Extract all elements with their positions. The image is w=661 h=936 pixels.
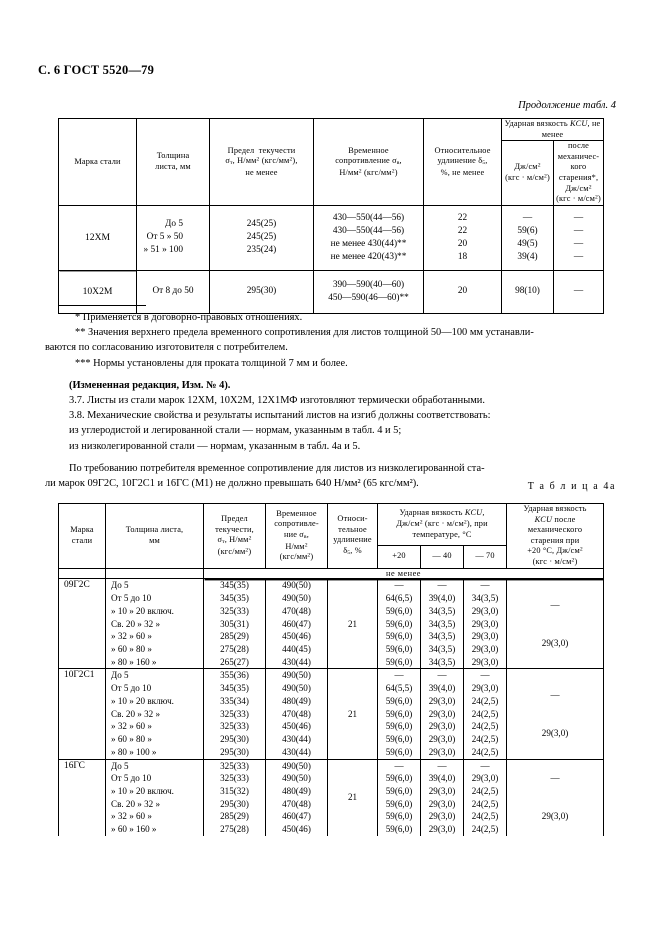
th4a-tensile: Временное сопротивле- ние $\sigma_в$, $Н/мм^2$ $(кгс/мм^2)$ [266,504,328,569]
table4a [58,503,604,836]
value: 24(2,5) [471,798,499,809]
cell-yield-12hm [210,205,314,270]
stack-tensile [266,760,327,836]
value: 39(4,0) [428,593,456,604]
stack-kcu-aged [507,772,603,823]
cell-kcu-aged-12hm [554,205,604,270]
value: 59(6,0) [385,811,413,822]
stack-yield [210,285,313,298]
cell-kcu-plain-12hm [502,205,554,270]
value: не менее 430(44)** [330,238,407,249]
value: 490(50) [282,580,311,591]
value: — [573,252,584,263]
value: » 32 » 60 » [111,631,152,642]
th4a-temp-minus40: — 40 [421,545,464,568]
th-grade-label: Марка стали [74,156,121,166]
value: — [550,599,560,610]
value: Св. 20 » 32 » [111,708,161,719]
value: 22 [457,212,468,223]
cell4a-kcu20-09g2s [378,579,421,669]
value: 59(6,0) [385,824,413,835]
spacer [45,371,620,378]
value: 275(28) [220,824,249,835]
clause-3-8-item-b: из низколегированной стали — нормам, указанным в табл. 4а и 5. [69,440,361,452]
value: 450(46) [282,721,311,732]
value: 24(2,5) [471,721,499,732]
value: 235(24) [246,245,277,256]
table4a-container [58,503,604,836]
cell4a-grade-09g2s: 09Г2С [59,579,106,669]
value: 29(3,0) [541,811,569,822]
table-row [59,270,604,313]
value: » 32 » 60 » [111,811,152,822]
value: 390—590(40—60) [332,279,405,290]
value: 325(33) [220,721,249,732]
cell4a-kcum40-16gs [421,759,464,836]
cell4a-thickness-16gs [106,759,204,836]
value: 440(45) [282,644,311,655]
cell-elongation-12hm [424,205,502,270]
stack-kcu20 [378,579,420,668]
value: 39(4,0) [428,683,456,694]
value: 295(30) [220,746,249,757]
cell4a-yield-10g2s1 [204,669,266,759]
value: 59(6,0) [385,798,413,809]
value: — [394,580,404,591]
cell4a-kcuaged-09g2s [507,579,604,669]
cell4a-kcuaged-16gs [507,759,604,836]
value: » 60 » 80 » [111,734,152,745]
footnote-3: *** Нормы установлены для проката толщиной 7 мм и более. [75,357,348,369]
value: 325(33) [220,773,249,784]
th-tensile: Временное сопротивление $\sigma_в$, $Н/мм^2$ $(кгс/мм^2)$ [314,119,424,206]
stack-kcum70 [464,760,506,836]
value: 59(6,0) [385,605,413,616]
value: 29(3,0) [471,631,499,642]
value: От 5 до 10 [111,773,152,784]
value: 59(6,0) [385,644,413,655]
table4a-header-row-1 [59,504,604,546]
value: 59(6,0) [385,695,413,706]
value: » 10 » 20 включ. [111,785,174,796]
value: 460(47) [282,618,311,629]
cell4a-kcu20-16gs [378,759,421,836]
value: 59(6,0) [385,656,413,667]
value: 29(3,0) [428,721,456,732]
value: 490(50) [282,670,311,681]
table-row [59,669,604,759]
value: От 5 до 10 [111,683,152,694]
value: 450(46) [282,631,311,642]
value: 430(44) [282,746,311,757]
clause-3-8: 3.8. Механические свойства и результаты испытаний листов на изгиб должны соответствовать: [69,410,491,422]
value: 345(35) [220,683,249,694]
stack-yield [204,760,265,836]
cell4a-grade-10g2s1: 10Г2С1 [59,669,106,759]
value: 29(3,0) [541,727,569,738]
value: 265(27) [220,656,249,667]
stack-kcu-aged [554,285,603,298]
value: 490(50) [282,683,311,694]
value: 24(2,5) [471,734,499,745]
value: Св. 20 » 32 » [111,798,161,809]
value: 490(50) [282,593,311,604]
value: 315(32) [220,785,249,796]
stack-tensile [266,579,327,668]
value: 470(48) [282,708,311,719]
value: — [573,238,584,249]
table4 [58,118,604,314]
body-text-block [45,310,620,491]
value: 59(6,0) [385,708,413,719]
value: 29(3,0) [471,656,499,667]
stack-thickness [137,285,209,298]
value: 20 [457,238,468,249]
value: 29(3,0) [471,773,499,784]
cell-thickness-12hm [137,205,210,270]
not-less-label: не менее [204,568,604,579]
th4a-kcu-group: Ударная вязкость KCU, $Дж/см^2$ $(кгс \cdot м/см^2)$, при температуре, °С [378,504,507,546]
stack-kcu20 [378,760,420,836]
value: 245(25) [246,232,277,243]
cell4a-elongation-16gs: 21 [328,759,378,836]
table4-container [58,118,604,314]
value: 480(49) [282,695,311,706]
value: До 5 [111,670,129,681]
value: 20 [457,286,468,297]
table-row [59,205,604,270]
value: » 80 » 160 » [111,656,157,667]
value: — [573,286,584,297]
value: 450—590(46—60)** [328,292,409,303]
value: 325(33) [220,708,249,719]
value: До 5 [111,580,129,591]
footnote-2-line1: ** Значения верхнего предела временного сопротивления для листов толщиной 50—100 мм устанавли- [75,327,534,339]
value: — [480,580,490,591]
value: 29(3,0) [428,811,456,822]
value: » 60 » 160 » [111,824,157,835]
value: 29(3,0) [428,695,456,706]
cell4a-elongation-10g2s1: 21 [328,669,378,759]
value: 24(2,5) [471,824,499,835]
value: 59(6,0) [385,785,413,796]
cell-grade-10h2m: 10Х2М [59,270,137,313]
value: 355(36) [220,670,249,681]
cell-grade-12hm: 12ХМ [59,205,137,270]
value: 24(2,5) [471,811,499,822]
th-grade [59,119,137,206]
cell-yield-10h2m [210,270,314,313]
th4a-kcu-aged: Ударная вязкость KCU после механического старения при +20 °С, $Дж/см^2$ $(кгс \cdot м/см^2)$ [507,504,604,569]
value: 245(25) [246,219,277,230]
th-kcu-plain: $Дж/см^2$ $(кгс \cdot м/см^2)$ [502,141,554,206]
value: 29(3,0) [428,785,456,796]
value: 335(34) [220,695,249,706]
cell4a-tensile-10g2s1 [266,669,328,759]
value: — [480,670,490,681]
value: 59(6,0) [385,773,413,784]
table4-continuation-caption: Продолжение табл. 4 [518,100,616,111]
value: 34(3,5) [428,618,456,629]
stack-thickness [137,218,209,258]
value: 325(33) [220,760,249,771]
stack-elongation [424,212,501,265]
stack-kcum40 [421,579,463,668]
value: 285(29) [220,631,249,642]
value: — [550,773,560,784]
value: — [437,670,447,681]
cell-kcu-aged-10h2m [554,270,604,313]
value: 29(3,0) [471,605,499,616]
value: » 10 » 20 включ. [111,605,174,616]
cell-elongation-10h2m [424,270,502,313]
value: 29(3,0) [471,683,499,694]
stack-kcu20 [378,669,420,758]
value: 430(44) [282,656,311,667]
stack-kcum70 [464,579,506,668]
cell-tensile-12hm [314,205,424,270]
th-thickness: Толщина листа, мм [137,119,210,206]
table-row [59,759,604,836]
value: 430—550(44—56) [332,212,405,223]
th4a-grade: Марка стали [59,504,106,569]
value: От 5 » 50 [146,232,183,243]
value: 29(3,0) [471,618,499,629]
value: 29(3,0) [428,708,456,719]
footnote-1: * Применяется в договорно-правовых отношениях. [75,312,303,323]
value: До 5 [165,219,183,230]
spacer-cell [59,568,106,579]
th4a-yield: Предел текучести, $\sigma_т$, $Н/мм^2$ $(кгс/мм^2)$ [204,504,266,569]
value: 29(3,0) [428,824,456,835]
cell4a-kcum70-16gs [464,759,507,836]
value: 345(35) [220,580,249,591]
cell4a-thickness-10g2s1 [106,669,204,759]
value: 285(29) [220,811,249,822]
cell4a-kcu20-10g2s1 [378,669,421,759]
spacer-cell [106,568,204,579]
cell4a-kcuaged-10g2s1 [507,669,604,759]
value: 59(6) [517,225,538,236]
th4a-thickness: Толщина листа, мм [106,504,204,569]
stack-yield [204,579,265,668]
th4a-temp-minus70: — 70 [464,545,507,568]
th4a-elongation: Относи- тельное удлинение $\delta_5$, % [328,504,378,569]
revision-note: (Измененная редакция, Изм. № 4). [69,379,231,391]
value: 39(4) [517,252,538,263]
value: » 10 » 20 включ. [111,695,174,706]
th-kcu-group: Ударная вязкость KCU, не менее [502,119,604,141]
value: 49(5) [517,238,538,249]
stack-kcum40 [421,669,463,758]
value: 345(35) [220,593,249,604]
value: — [394,760,404,771]
value: 98(10) [515,286,540,297]
stack-kcum70 [464,669,506,758]
stack-tensile [314,279,423,305]
value: 295(30) [246,286,277,297]
th-yield: Предел текучести $\sigma_т$, $Н/мм^2$ $(кгс/мм^2)$, не менее [210,119,314,206]
value: 59(6,0) [385,618,413,629]
value: — [573,212,584,223]
value: 29(3,0) [428,734,456,745]
cell-kcu-plain-10h2m [502,270,554,313]
value: 59(6,0) [385,734,413,745]
value: » 32 » 60 » [111,721,152,732]
stack-tensile [314,212,423,265]
value: От 8 до 50 [152,286,194,297]
cell-tensile-10h2m [314,270,424,313]
value: 295(30) [220,798,249,809]
footnote-2-line2: ваются по согласованию изготовителя с потребителем. [45,342,288,354]
value: — [550,689,560,700]
cell-thickness-10h2m [137,270,210,313]
stack-yield [204,669,265,758]
value: 24(2,5) [471,695,499,706]
stack-kcu-aged [554,212,603,265]
value: » 51 » 100 [143,245,183,256]
value: До 5 [111,760,129,771]
value: 325(33) [220,605,249,616]
value: — [522,212,533,223]
th-kcu-aged: после механичес- кого старения*, $Дж/см^2$ $(кгс \cdot м/см^2)$ [554,141,604,206]
value: 29(3,0) [471,644,499,655]
cell4a-yield-09g2s [204,579,266,669]
cell4a-elongation-09g2s: 21 [328,579,378,669]
table4-header-row-1 [59,119,604,141]
value: 59(6,0) [385,631,413,642]
value: 430(44) [282,734,311,745]
value: 430—550(44—56) [332,225,405,236]
stack-kcu-aged [507,599,603,650]
value: — [437,580,447,591]
cell4a-yield-16gs [204,759,266,836]
stack-kcum40 [421,760,463,836]
value: 24(2,5) [471,785,499,796]
value: 460(47) [282,811,311,822]
value: 29(3,0) [428,798,456,809]
value: 34(3,5) [471,593,499,604]
clause-3-7: 3.7. Листы из стали марок 12ХМ, 10Х2М, 12Х1МФ изготовляют термически обработанными. [69,394,485,406]
page-header: С. 6 ГОСТ 5520—79 [38,63,155,77]
value: 64(6,5) [385,593,413,604]
value: 59(6,0) [385,721,413,732]
value: 18 [457,252,468,263]
stack-thickness [111,760,203,836]
value: — [573,225,584,236]
value: 34(3,5) [428,656,456,667]
value: 34(3,5) [428,605,456,616]
value: 450(46) [282,824,311,835]
value: Св. 20 » 32 » [111,618,161,629]
stack-yield [210,218,313,258]
value: 24(2,5) [471,746,499,757]
value: 29(3,0) [428,746,456,757]
value: 24(2,5) [471,708,499,719]
table-row [59,579,604,669]
value: 22 [457,225,468,236]
clause-consumer-req-line2: ли марок 09Г2С, 10Г2С1 и 16ГС (М1) не должно превышать 640 Н/мм² (65 кгс/мм²). [45,477,419,489]
table4a-not-less-row [59,568,604,579]
cell4a-kcum70-10g2s1 [464,669,507,759]
stack-kcu-plain [502,212,553,265]
th-elongation: Относительное удлинение $\delta_5$, %, не менее [424,119,502,206]
value: 480(49) [282,785,311,796]
stack-elongation [424,285,501,298]
cell4a-kcum40-10g2s1 [421,669,464,759]
value: 470(48) [282,798,311,809]
cell4a-kcum70-09g2s [464,579,507,669]
value: — [437,760,447,771]
value: 275(28) [220,644,249,655]
value: не менее 420(43)** [330,252,407,263]
stack-tensile [266,669,327,758]
value: 295(30) [220,734,249,745]
value: » 80 » 100 » [111,746,157,757]
cell4a-tensile-09g2s [266,579,328,669]
footnote-separator-rule [58,305,146,306]
value: 305(31) [220,618,249,629]
stack-kcu-aged [507,689,603,740]
value: 29(3,0) [541,637,569,648]
th4a-temp-plus20: +20 [378,545,421,568]
value: 64(5,5) [385,683,413,694]
stack-kcu-plain [502,285,553,298]
value: » 60 » 80 » [111,644,152,655]
table4a-caption: Т а б л и ц а 4а [527,481,616,492]
value: 470(48) [282,605,311,616]
value: 490(50) [282,773,311,784]
cell4a-kcum40-09g2s [421,579,464,669]
value: 34(3,5) [428,644,456,655]
value: От 5 до 10 [111,593,152,604]
value: 34(3,5) [428,631,456,642]
value: 59(6,0) [385,746,413,757]
clause-3-8-item-a: из углеродистой и легированной стали — нормам, указанным в табл. 4 и 5; [69,425,402,437]
clause-consumer-req-line1: По требованию потребителя временное сопротивление для листов из низколегированной ста- [69,462,485,474]
spacer [45,454,620,461]
value: 39(4,0) [428,773,456,784]
value: 490(50) [282,760,311,771]
value: — [394,670,404,681]
stack-thickness [111,669,203,758]
cell4a-tensile-16gs [266,759,328,836]
cell4a-grade-16gs: 16ГС [59,759,106,836]
value: — [480,760,490,771]
stack-thickness [111,579,203,668]
cell4a-thickness-09g2s [106,579,204,669]
